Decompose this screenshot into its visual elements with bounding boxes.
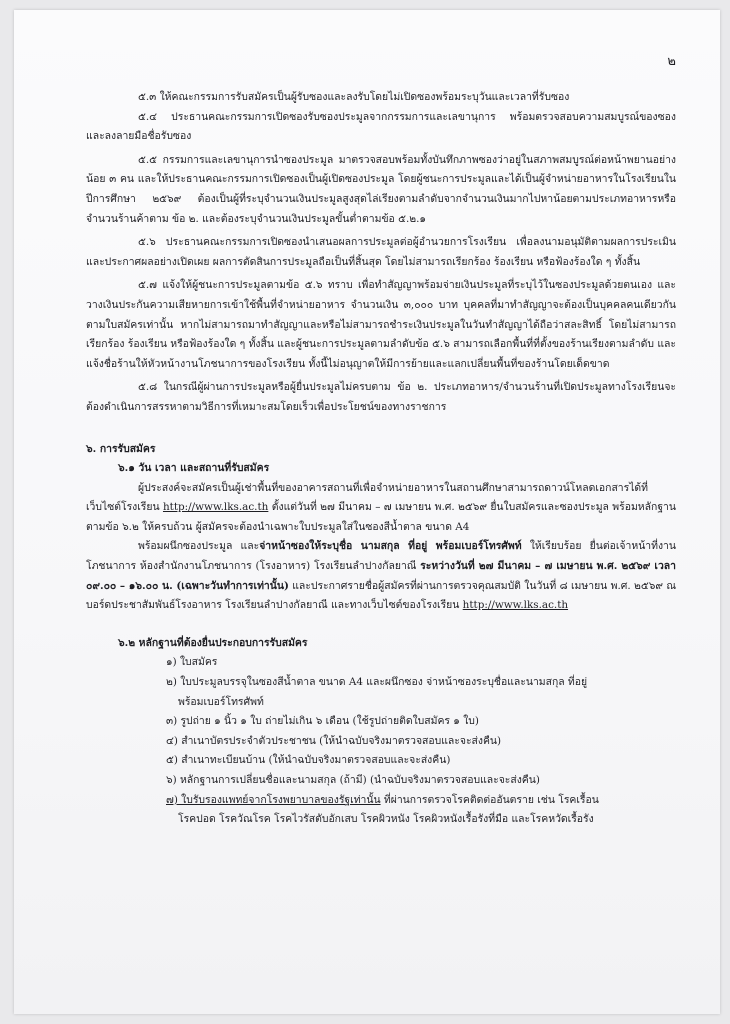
paragraph-6-1-a [86,479,676,538]
list-item: ๔) สำเนาบัตรประจำตัวประชาชน (ให้นำฉบับจริงมาตรวจสอบและจะส่งคืน) [166,734,502,747]
text-6-1-c: พร้อมผนึกซองประมูล และ [138,540,260,553]
paragraph-5-7: ๕.๗ แจ้งให้ผู้ชนะการประมูลตามข้อ ๕.๖ ทราบ เพื่อทำสัญญาพร้อมจ่ายเงินประมูลที่ระบุไว้ในซองประมูลด้วยตนเอง และวางเงินประกันความเสียหายการเข้าใช้พื้นที่จำหน่ายอาหาร จำนวนเงิน ๓,๐๐๐ บาท บุคคลที่มาทำสัญญาจะต้องเป็นบุคคลคนเดียวกันตามใบสมัครเท่านั้น หากไม่สามารถมาทำสัญญาและหรือไม่สามารถชำระเงินประมูลในวันทำสัญญาได้ถือว่าสละสิทธิ์ โดยไม่สามารถเรียกร้อง ร้องเรียน หรือฟ้องร้องใด ๆ ทั้งสิ้น และผู้ชนะการประมูลตามลำดับข้อ ๕.๖ สามารถเลือกพื้นที่ที่ตั้งของร้านเรียงตามลำดับ และแจ้งชื่อร้านให้หัวหน้างานโภชนาการของโรงเรียน ทั้งนี้ไม่อนุญาตให้มีการย้ายและแลกเปลี่ยนพื้นที่ของร้านโดยเด็ดขาด [86,279,676,370]
list-item: ๒) ใบประมูลบรรจุในซองสีน้ำตาล ขนาด A4 และผนึกซอง จ่าหน้าซองระบุชื่อและนามสกุล ที่อยู่ [166,676,588,689]
section-6-2-heading: ๖.๒ หลักฐานที่ต้องยื่นประกอบการรับสมัคร [118,636,308,649]
text-6-1-a: ผู้ประสงค์จะสมัครเป็นผู้เช่าพื้นที่ของอาคารสถานที่เพื่อจำหน่ายอาหารในสถานศึกษาสามารถดาวน์โหลดเอกสารได้ที่เว็บไซต์โรงเรียน [86,481,649,514]
paragraph-5-6: ๕.๖ ประธานคณะกรรมการเปิดซองนำเสนอผลการประมูลต่อผู้อำนวยการโรงเรียน เพื่อลงนามอนุมัติตามผลการประเมินและประกาศผลอย่างเปิดเผย ผลการตัดสินการประมูลถือเป็นที่สิ้นสุด โดยไม่สามารถเรียกร้อง ร้องเรียน หรือฟ้องร้องใด ๆ ทั้งสิ้น [86,236,676,268]
text-6-1-d: ให้เรียบร้อย ยื่นต่อเจ้าหน้าที่งานโภชนาการ ห้องสำนักงานโภชนาการ (โรงอาหาร) โรงเรียนลำปางกัลยาณี [86,540,676,573]
school-website-link[interactable]: http://www.lks.ac.th [162,501,269,514]
paragraph-5-8: ๕.๘ ในกรณีผู้ผ่านการประมูลหรือผู้ยื่นประมูลไม่ครบตาม ข้อ ๒. ประเภทอาหาร/จำนวนร้านที่เปิดประมูลทางโรงเรียนจะต้องดำเนินการสรรหาตามวิธีการที่เหมาะสมโดยเร็วเพื่อประโยชน์ของทางราชการ [86,381,676,413]
list-item: ๓) รูปถ่าย ๑ นิ้ว ๑ ใบ ถ่ายไม่เกิน ๖ เดือน (ใช้รูปถ่ายติดใบสมัคร ๑ ใบ) [166,715,479,728]
section-6-heading: ๖. การรับสมัคร [86,442,156,455]
list-item: ๑) ใบสมัคร [166,656,218,669]
list-item: ๖) หลักฐานการเปลี่ยนชื่อและนามสกุล (ถ้ามี) (นำฉบับจริงมาตรวจสอบและจะส่งคืน) [166,774,540,786]
text-6-1-bold-dates: ระหว่างวันที่ ๒๗ มีนาคม – ๗ เมษายน พ.ศ. ๒๕๖๙ เวลา ๐๙.๐๐ – ๑๖.๐๐ น. (เฉพาะวันทำการเท่านั้น) [86,560,676,592]
school-website-link-2[interactable]: http://www.lks.ac.th [462,599,569,612]
list-item [166,791,676,811]
text-6-1-e: และประกาศรายชื่อผู้สมัครที่ผ่านการตรวจคุณสมบัติ ในวันที่ ๘ เมษายน พ.ศ. ๒๕๖๙ ณ บอร์ดประชาสัมพันธ์โรงอาหาร โรงเรียนลำปางกัลยาณี และทางเว็บไซต์ของโรงเรียน [86,579,676,612]
paragraph-5-5: ๕.๕ กรรมการและเลขานุการนำซองประมูล มาตรวจสอบพร้อมทั้งบันทึกภาพซองว่าอยู่ในสภาพสมบูรณ์ต่อหน้าพยานอย่างน้อย ๓ คน และให้ประธานคณะกรรมการเปิดซองเป็นผู้เปิดซองประมูล โดยผู้ชนะการประมูลและได้เป็นผู้จำหน่ายอาหารในโรงเรียนในปีการศึกษา ๒๕๖๙ ต้องเป็นผู้ที่ระบุจำนวนเงินประมูลสูงสุดไล่เรียงตามลำดับจากจำนวนเงินมากไปหาน้อยตามประเภทอาหารหรือจำนวนร้านค้าตาม ข้อ ๒. และต้องระบุจำนวนเงินประมูลขั้นต่ำตามข้อ ๕.๒.๑ [86,153,676,225]
page-number: ๒ [667,54,676,69]
evidence-list [166,653,676,829]
list-item-text: ที่ผ่านการตรวจโรคติดต่ออันตราย เช่น โรคเรื้อน [380,793,599,806]
list-item-continuation: พร้อมเบอร์โทรศัพท์ [178,695,264,708]
document-page [14,10,720,1014]
paragraph-6-1-b [86,537,676,615]
document-body [86,88,676,830]
paragraph-5-3: ๕.๓ ให้คณะกรรมการรับสมัครเป็นผู้รับซองและลงรับโดยไม่เปิดซองพร้อมระบุวันและเวลาที่รับซอง [138,91,570,103]
text-6-1-bold-envelope: จ่าหน้าซองให้ระบุชื่อ นามสกุล ที่อยู่ พร้อมเบอร์โทรศัพท์ [259,540,522,553]
list-item-continuation: โรคปอด โรควัณโรค โรคไวรัสตับอักเสบ โรคผิวหนัง โรคผิวหนังเรื้อรังที่มือ และโรคหวัดเรื้อรัง [178,813,594,826]
paragraph-5-4: ๕.๔ ประธานคณะกรรมการเปิดซองรับซองประมูลจากกรรมการและเลขานุการ พร้อมตรวจสอบความสมบูรณ์ของซอง และลงลายมือชื่อรับซอง [86,110,676,143]
list-item: ๕) สำเนาทะเบียนบ้าน (ให้นำฉบับจริงมาตรวจสอบและจะส่งคืน) [166,754,451,767]
section-6-1-heading: ๖.๑ วัน เวลา และสถานที่รับสมัคร [118,462,270,475]
medical-certificate-text: ๗) ใบรับรองแพทย์จากโรงพยาบาลของรัฐเท่านั้น [166,793,381,806]
text-6-1-b: ตั้งแต่วันที่ ๒๗ มีนาคม – ๗ เมษายน พ.ศ. ๒๕๖๙ ยื่นใบสมัครและซองประมูล พร้อมหลักฐานตามข้อ ๖.๒ ให้ครบถ้วน ผู้สมัครจะต้องนำเฉพาะใบประมูลใส่ในซองสีน้ำตาล ขนาด A4 [86,501,676,533]
